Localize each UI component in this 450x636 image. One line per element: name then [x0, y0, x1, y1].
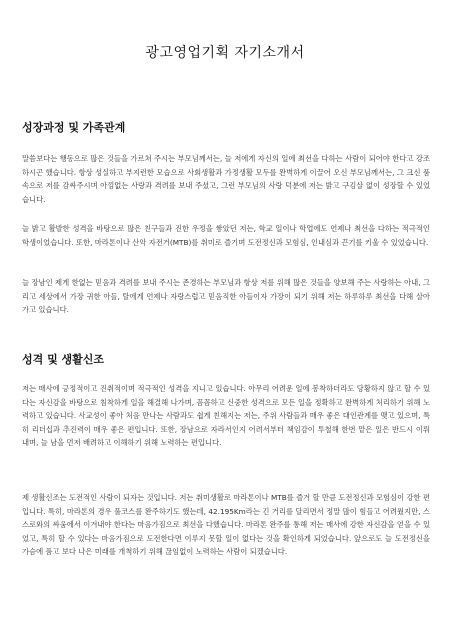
paragraph-growth-1: 말씀보다는 행동으로 많은 것들을 가르쳐 주시는 부모님께서는, 늘 저에게 자신의 일에 최선을 다하는 사람이 되어야 한다고 강조하시곤 했습니다. 항상 성실하고 부지런한 모습으로 사회생활과 가정생활 모두를 완벽하게 이끌어 오신 부모님께서는, 그 크신 품속으로 저를 감싸주시며 아낌없는 사랑과 격려를 보내 주셨고, 그런 부모님의 사랑 덕분에 저는 밝고 구김살 없이 성장할 수 있었습니다.	[22, 154, 430, 204]
paragraph-personality-1: 저는 매사에 긍정적이고 진취적이며 적극적인 성격을 지니고 있습니다. 아무리 어려운 일에 봉착하더라도 당황하지 않고 할 수 있다는 자신감을 바탕으로 침착하게 일을 해결해 나가며, 꼼꼼하고 신중한 성격으로 모든 일을 정확하고 완벽하게 처리하기 위해 노력하고 있습니다. 사교성이 좋아 처음 만나는 사람과도 쉽게 친해지는 저는, 주위 사람들과 매우 좋은 대인관계를 맺고 있으며, 특히 리더십과 추진력이 매우 좋은 편입니다. 또한, 장남으로 자라서인지 어려서부터 책임감이 투철해 한번 맡은 일은 반드시 이뤄내며, 늘 남을 먼저 배려하고 이해하기 위해 노력하는 편입니다.	[22, 384, 430, 448]
paragraph-growth-3: 늘 장남인 제게 한없는 믿음과 격려를 보내 주시는 존경하는 부모님과 항상 저를 위해 많은 것들을 양보해 주는 사랑하는 아내, 그리고 세상에서 가장 귀한 아들, 탈에게 언제나 자랑스럽고 믿음직한 아들이자 가장이 되기 위해 저는 하루하루 최선을 다해 살아가고 있습니다.	[22, 278, 430, 315]
paragraph-growth-2: 늘 밝고 활발한 성격을 바탕으로 많은 친구들과 진한 우정을 쌓았던 저는, 학교 일이나 학업에도 언제나 최선을 다하는 적극적인 학생이었습니다. 또한, 마라톤이나 산악 자전거(MTB)를 취미로 즐기며 도전정신과 모험심, 인내심과 끈기를 키울 수 있었습니다.	[22, 224, 430, 247]
paragraph-motto-2: 제 생활신조는 도전적인 사람이 되자는 것입니다. 저는 취미생활로 마라톤이나 MTB를 즐겨 할 만큼 도전정신과 모험심이 강한 편입니다. 특히, 마라톤의 경우 풀코스를 완주하기도 했는데, 42.195Km라는 긴 거리를 달리면서 정말 많이 힘들고 어려웠지만, 스스로와의 싸움에서 이겨내야 한다는 마음가짐으로 최선을 다했습니다. 마라톤 완주를 통해 저는 매사에 강한 자신감을 얻을 수 있었고, 특히 할 수 있다는 마음가짐으로 도전한다면 이루지 못할 일이 없다는 것을 확인하게 되었습니다. 앞으로도 늘 도전정신을 가슴에 품고 보다 나은 미래를 개척하기 위해 끊임없이 노력하는 사람이 되겠습니다.	[22, 493, 430, 557]
section-heading-growth-family: 성장과정 및 가족관계	[22, 121, 126, 134]
document-title: 광고영업기획 자기소개서	[145, 45, 305, 61]
section-heading-personality-motto: 성격 및 생활신조	[22, 353, 105, 366]
